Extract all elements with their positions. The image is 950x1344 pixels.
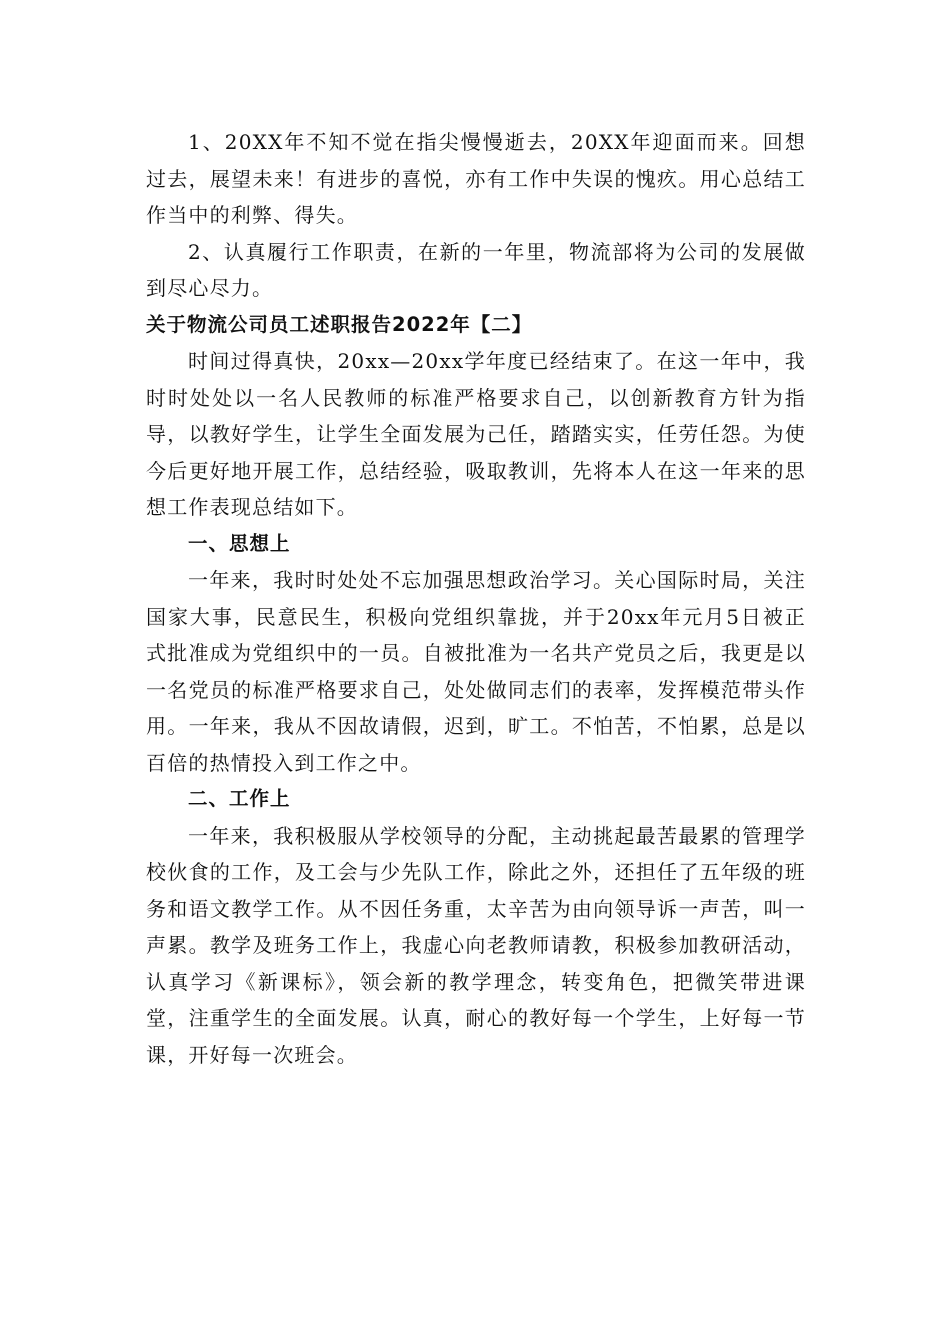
part1-body: 一年来，我时时处处不忘加强思想政治学习。关心国际时局，关注国家大事，民意民生，积极向党组织靠拢，并于20xx年元月5日被正式批准成为党组织中的一员。自被批准为一名共产党员之后，我更是以一名党员的标准严格要求自己，处处做同志们的表率，发挥模范带头作用。一年来，我从不因故请假，迟到，旷工。不怕苦，不怕累，总是以百倍的热情投入到工作之中。 <box>146 568 806 775</box>
paragraph-2: 2、认真履行工作职责，在新的一年里，物流部将为公司的发展做到尽心尽力。 <box>146 239 806 300</box>
document-page <box>146 124 806 1073</box>
part1-title: 一、思想上 <box>188 531 291 555</box>
part2-title: 二、工作上 <box>188 787 291 810</box>
part2-body: 一年来，我积极服从学校领导的分配，主动挑起最苦最累的管理学校伙食的工作，及工会与少先队工作，除此之外，还担任了五年级的班务和语文教学工作。从不因任务重，太辛苦为由向领导诉一声苦，叫一声累。教学及班务工作上，我虚心向老教师请教，积极参加教研活动，认真学习《新课标》，领会新的教学理念，转变角色，把微笑带进课堂，注重学生的全面发展。认真，耐心的教好每一个学生，上好每一节课，开好每一次班会。 <box>146 823 806 1067</box>
section-title: 关于物流公司员工述职报告2022年【二】 <box>146 312 533 336</box>
intro-paragraph: 时间过得真快，20xx—20xx学年度已经结束了。在这一年中，我时时处处以一名人民教师的标准严格要求自己，以创新教育方针为指导，以教好学生，让学生全面发展为己任，踏踏实实，任劳任怨。为使今后更好地开展工作，总结经验，吸取教训，先将本人在这一年来的思想工作表现总结如下。 <box>146 349 806 519</box>
paragraph-1: 1、20XX年不知不觉在指尖慢慢逝去，20XX年迎面而来。回想过去，展望未来！有进步的喜悦，亦有工作中失误的愧疚。用心总结工作当中的利弊、得失。 <box>146 130 806 227</box>
